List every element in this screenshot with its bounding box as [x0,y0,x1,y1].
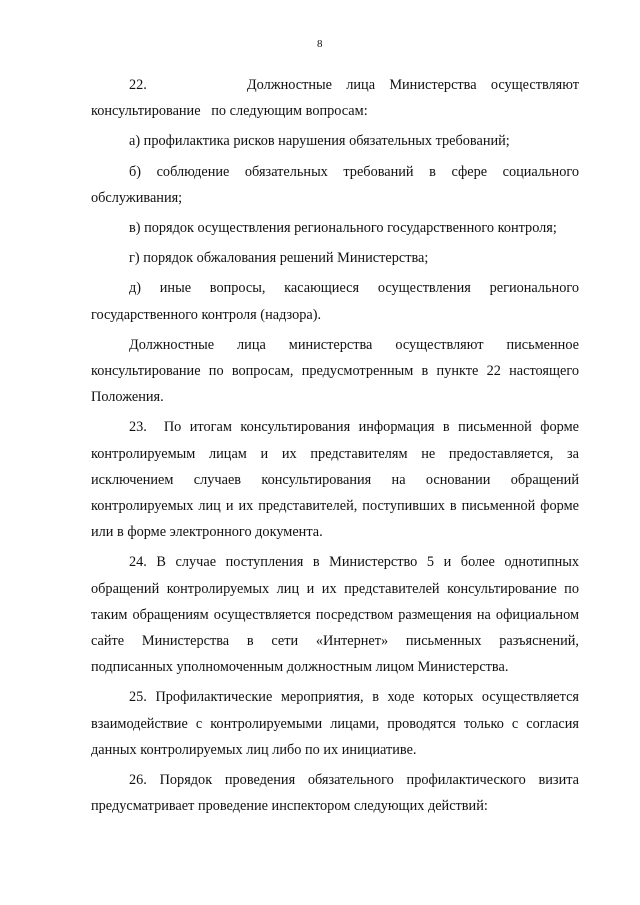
paragraph-23: 23. По итогам консультирования информация в письменной форме контролируемым лицам и их представителям не предоставляется, за исключением случаев консультирования на основании обращений контролируемых лиц и их представителей, поступивших в письменной форме или в форме электронного документа. [91,419,579,541]
paragraph-22-item-b: б) соблюдение обязательных требований в сфере социального обслуживания; [91,163,579,206]
paragraph-22-item-a: а) профилактика рисков нарушения обязательных требований; [129,133,510,150]
paragraph-written-consulting: Должностные лица министерства осуществляют письменное консультирование по вопросам, предусмотренным в пункте 22 настоящего Положения. [91,336,579,406]
page-number: 8 [317,38,323,50]
paragraph-26: 26. Порядок проведения обязательного профилактического визита предусматривает проведение инспектором следующих действий: [91,772,579,815]
paragraph-24: 24. В случае поступления в Министерство 5 и более однотипных обращений контролируемых лиц и их представителей консультирование по таким обращениям осуществляется посредством размещения на официальном сайте Министерства в сети «Интернет» письменных разъяснений, подписанных уполномоченным должностным лицом Министерства. [91,554,579,676]
paragraph-22-item-d: д) иные вопросы, касающиеся осуществления регионального государственного контроля (надзора). [91,280,579,323]
paragraph-22-item-g: г) порядок обжалования решений Министерства; [129,250,429,267]
paragraph-22-item-v: в) порядок осуществления регионального государственного контроля; [129,220,557,237]
paragraph-25: 25. Профилактические мероприятия, в ходе которых осуществляется взаимодействие с контролируемыми лицами, проводятся только с согласия данных контролируемых лиц либо по их инициативе. [91,689,579,758]
document-body [91,72,579,823]
paragraph-22: 22. Должностные лица Министерства осуществляют консультирование по следующим вопросам: [91,77,579,120]
